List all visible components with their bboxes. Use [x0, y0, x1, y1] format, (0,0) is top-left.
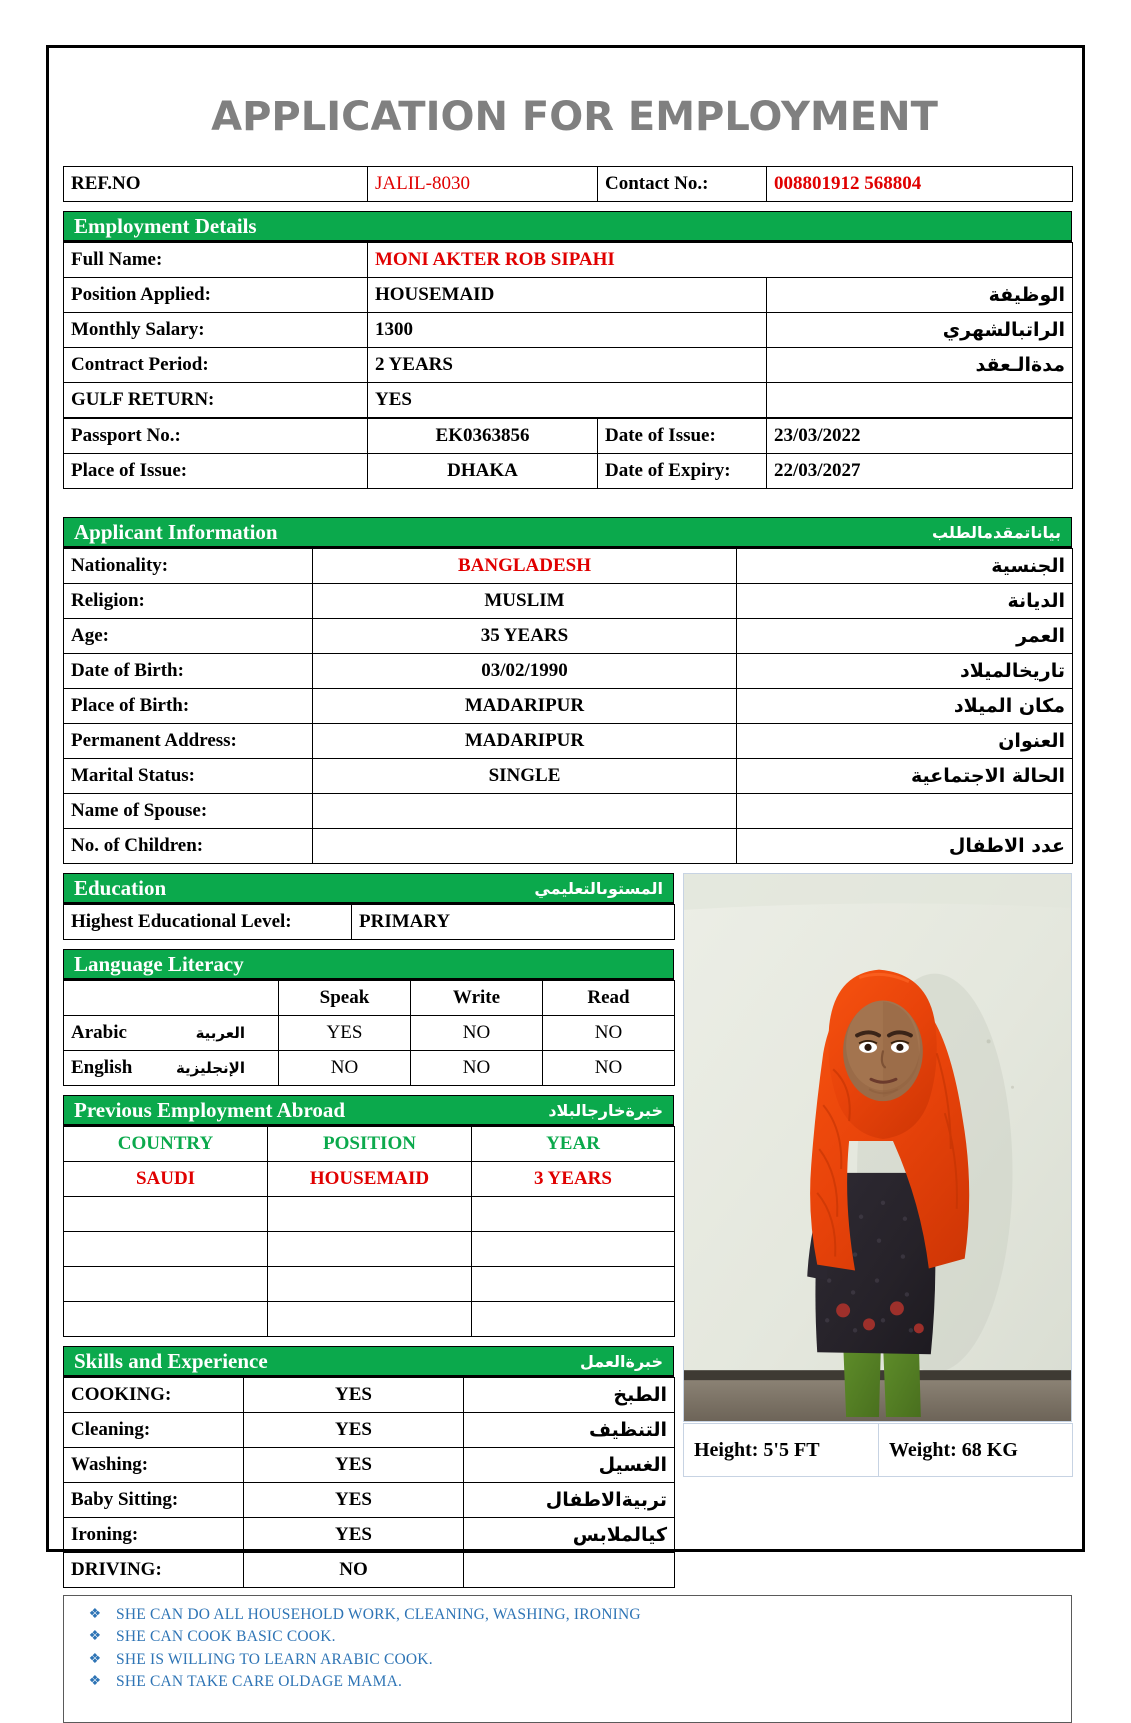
- contact-no-value: 008801912 568804: [767, 167, 1073, 202]
- place-of-issue-value: DHAKA: [368, 454, 598, 489]
- table-row: [64, 1483, 675, 1518]
- table-row: [64, 1302, 675, 1337]
- table-row: [64, 167, 1073, 202]
- diamond-bullet-icon: ❖: [88, 1674, 102, 1690]
- no-of-children-label-ar: عدد الاطفال: [737, 829, 1073, 864]
- table-row: [64, 348, 1073, 383]
- table-row: [64, 794, 1073, 829]
- table-row: [64, 759, 1073, 794]
- date-of-birth-label: Date of Birth:: [64, 654, 313, 689]
- table-row: [64, 1378, 675, 1413]
- employment-details-table: [63, 242, 1073, 418]
- language-arabic-name: Arabic: [71, 1021, 127, 1043]
- skill-cooking-label-ar: الطبخ: [464, 1378, 675, 1413]
- language-column-header: [64, 981, 279, 1016]
- table-row: [64, 619, 1073, 654]
- skill-washing-label: Washing:: [64, 1448, 244, 1483]
- passport-no-label: Passport No.:: [64, 419, 368, 454]
- ref-no-label: REF.NO: [64, 167, 368, 202]
- english-write-value: NO: [411, 1051, 543, 1086]
- passport-table: [63, 418, 1073, 489]
- prev-employment-year: [472, 1302, 675, 1337]
- prev-employment-year: [472, 1267, 675, 1302]
- measurements-table: [683, 1423, 1073, 1477]
- place-of-issue-label: Place of Issue:: [64, 454, 368, 489]
- religion-value: MUSLIM: [313, 584, 737, 619]
- prev-employment-country: [64, 1267, 268, 1302]
- skill-baby-sitting-label-ar: تربيةالاطفال: [464, 1483, 675, 1518]
- name-of-spouse-value: [313, 794, 737, 829]
- prev-employment-year: [472, 1232, 675, 1267]
- permanent-address-label-ar: العنوان: [737, 724, 1073, 759]
- note-text: SHE CAN DO ALL HOUSEHOLD WORK, CLEANING, WASHING, IRONING: [116, 1606, 641, 1623]
- table-row: [64, 689, 1073, 724]
- table-row: [64, 1267, 675, 1302]
- read-column-header: Read: [543, 981, 675, 1016]
- full-name-value: MONI AKTER ROB SIPAHI: [368, 243, 1073, 278]
- position-applied-value: HOUSEMAID: [368, 278, 767, 313]
- prev-employment-position: HOUSEMAID: [268, 1162, 472, 1197]
- skill-cleaning-label: Cleaning:: [64, 1413, 244, 1448]
- date-of-issue-label: Date of Issue:: [598, 419, 767, 454]
- applicant-photo: [683, 873, 1072, 1422]
- ref-no-value: JALIL-8030: [368, 167, 598, 202]
- skill-baby-sitting-label: Baby Sitting:: [64, 1483, 244, 1518]
- prev-employment-country: SAUDI: [64, 1162, 268, 1197]
- monthly-salary-label-ar: الراتبالشهري: [767, 313, 1073, 348]
- note-item: [74, 1649, 1061, 1671]
- skills-experience-table: [63, 1377, 675, 1588]
- note-item: [74, 1604, 1061, 1626]
- prev-employment-year: 3 YEARS: [472, 1162, 675, 1197]
- place-of-birth-value: MADARIPUR: [313, 689, 737, 724]
- marital-status-label-ar: الحالة الاجتماعية: [737, 759, 1073, 794]
- name-of-spouse-label: Name of Spouse:: [64, 794, 313, 829]
- nationality-value: BANGLADESH: [313, 549, 737, 584]
- lower-area: [63, 873, 1072, 1588]
- page-title: APPLICATION FOR EMPLOYMENT: [211, 94, 938, 140]
- skill-washing-value: YES: [244, 1448, 464, 1483]
- write-column-header: Write: [411, 981, 543, 1016]
- date-of-expiry-value: 22/03/2027: [767, 454, 1073, 489]
- note-text: SHE CAN TAKE CARE OLDAGE MAMA.: [116, 1673, 403, 1691]
- passport-no-value: EK0363856: [368, 419, 598, 454]
- contract-period-label: Contract Period:: [64, 348, 368, 383]
- english-read-value: NO: [543, 1051, 675, 1086]
- permanent-address-value: MADARIPUR: [313, 724, 737, 759]
- religion-label: Religion:: [64, 584, 313, 619]
- page-content: [63, 58, 1072, 1723]
- nationality-label-ar: الجنسية: [737, 549, 1073, 584]
- no-of-children-value: [313, 829, 737, 864]
- education-header: [63, 873, 674, 904]
- table-row: [64, 1197, 675, 1232]
- notes-box: [63, 1595, 1072, 1723]
- previous-employment-header: [63, 1095, 674, 1126]
- age-label: Age:: [64, 619, 313, 654]
- age-value: 35 YEARS: [313, 619, 737, 654]
- previous-employment-title-ar: خبرةخارجالبلاد: [548, 1100, 663, 1120]
- employment-details-section: [63, 211, 1072, 489]
- gulf-return-label-ar: [767, 383, 1073, 418]
- table-row: [64, 1162, 675, 1197]
- diamond-bullet-icon: ❖: [88, 1629, 102, 1645]
- place-of-birth-label: Place of Birth:: [64, 689, 313, 724]
- note-item: [74, 1671, 1061, 1693]
- applicant-information-header: [63, 517, 1072, 548]
- previous-employment-title: Previous Employment Abroad: [74, 1097, 346, 1122]
- skill-cleaning-value: YES: [244, 1413, 464, 1448]
- table-row: [64, 383, 1073, 418]
- skill-baby-sitting-value: YES: [244, 1483, 464, 1518]
- language-arabic-cell: [64, 1016, 279, 1051]
- skill-cooking-label: COOKING:: [64, 1378, 244, 1413]
- table-row: [64, 454, 1073, 489]
- skills-experience-title-ar: خبرةالعمل: [580, 1351, 663, 1371]
- employment-details-title: Employment Details: [74, 213, 257, 238]
- prev-employment-position: [268, 1232, 472, 1267]
- english-speak-value: NO: [279, 1051, 411, 1086]
- religion-label-ar: الديانة: [737, 584, 1073, 619]
- date-of-issue-value: 23/03/2022: [767, 419, 1073, 454]
- skill-cooking-value: YES: [244, 1378, 464, 1413]
- gulf-return-value: YES: [368, 383, 767, 418]
- table-row: [64, 278, 1073, 313]
- previous-employment-table: [63, 1126, 675, 1337]
- applicant-information-table: [63, 548, 1073, 864]
- diamond-bullet-icon: ❖: [88, 1651, 102, 1667]
- table-row: [64, 549, 1073, 584]
- highest-education-value: PRIMARY: [352, 905, 675, 940]
- language-literacy-header: [63, 949, 674, 980]
- full-name-label: Full Name:: [64, 243, 368, 278]
- note-text: SHE CAN COOK BASIC COOK.: [116, 1628, 336, 1646]
- country-column-header: COUNTRY: [64, 1127, 268, 1162]
- skill-driving-value: NO: [244, 1553, 464, 1588]
- employment-details-header: [63, 211, 1072, 242]
- marital-status-value: SINGLE: [313, 759, 737, 794]
- contact-no-label: Contact No.:: [598, 167, 767, 202]
- table-row: [64, 1051, 675, 1086]
- table-row: [64, 1016, 675, 1051]
- marital-status-label: Marital Status:: [64, 759, 313, 794]
- ref-table: [63, 166, 1073, 202]
- place-of-birth-label-ar: مكان الميلاد: [737, 689, 1073, 724]
- lower-right-column: [683, 873, 1072, 1477]
- document-page: [46, 45, 1085, 1691]
- table-row: [64, 419, 1073, 454]
- position-column-header: POSITION: [268, 1127, 472, 1162]
- skills-experience-title: Skills and Experience: [74, 1348, 268, 1373]
- table-row: [64, 1448, 675, 1483]
- applicant-information-section: [63, 517, 1072, 864]
- applicant-information-title-ar: بياناتمقدمالطلب: [931, 522, 1061, 542]
- applicant-photo-graphic: [684, 874, 1071, 1421]
- table-row: [64, 724, 1073, 759]
- skills-experience-header: [63, 1346, 674, 1377]
- prev-employment-country: [64, 1232, 268, 1267]
- table-row: [64, 1553, 675, 1588]
- year-column-header: YEAR: [472, 1127, 675, 1162]
- name-of-spouse-label-ar: [737, 794, 1073, 829]
- table-row: [64, 1232, 675, 1267]
- prev-employment-country: [64, 1302, 268, 1337]
- diamond-bullet-icon: ❖: [88, 1607, 102, 1622]
- table-row: [64, 584, 1073, 619]
- contract-period-value: 2 YEARS: [368, 348, 767, 383]
- gulf-return-label: GULF RETURN:: [64, 383, 368, 418]
- skill-ironing-value: YES: [244, 1518, 464, 1553]
- monthly-salary-label: Monthly Salary:: [64, 313, 368, 348]
- monthly-salary-value: 1300: [368, 313, 767, 348]
- prev-employment-position: [268, 1267, 472, 1302]
- speak-column-header: Speak: [279, 981, 411, 1016]
- contract-period-label-ar: مدةالـعقد: [767, 348, 1073, 383]
- prev-employment-country: [64, 1197, 268, 1232]
- table-row: [64, 1127, 675, 1162]
- age-label-ar: العمر: [737, 619, 1073, 654]
- table-row: [64, 981, 675, 1016]
- note-item: [74, 1626, 1061, 1648]
- arabic-speak-value: YES: [279, 1016, 411, 1051]
- permanent-address-label: Permanent Address:: [64, 724, 313, 759]
- table-row: [64, 654, 1073, 689]
- table-row: [64, 1413, 675, 1448]
- weight-value: Weight: 68 KG: [879, 1424, 1073, 1477]
- prev-employment-position: [268, 1302, 472, 1337]
- table-row: [684, 1424, 1073, 1477]
- table-row: [64, 1518, 675, 1553]
- language-english-name: English: [71, 1056, 133, 1078]
- education-title: Education: [74, 875, 167, 900]
- date-of-birth-value: 03/02/1990: [313, 654, 737, 689]
- skill-driving-label: DRIVING:: [64, 1553, 244, 1588]
- language-literacy-title: Language Literacy: [74, 951, 244, 976]
- note-text: SHE IS WILLING TO LEARN ARABIC COOK.: [116, 1650, 433, 1668]
- language-literacy-table: [63, 980, 675, 1086]
- arabic-read-value: NO: [543, 1016, 675, 1051]
- skill-ironing-label: Ironing:: [64, 1518, 244, 1553]
- date-of-expiry-label: Date of Expiry:: [598, 454, 767, 489]
- education-title-ar: المستوىالتعليمي: [534, 878, 663, 898]
- skill-cleaning-label-ar: التنظيف: [464, 1413, 675, 1448]
- language-english-cell: [64, 1051, 279, 1086]
- height-value: Height: 5'5 FT: [684, 1424, 879, 1477]
- position-applied-label: Position Applied:: [64, 278, 368, 313]
- language-arabic-name-ar: العربية: [195, 1023, 245, 1042]
- table-row: [64, 905, 675, 940]
- nationality-label: Nationality:: [64, 549, 313, 584]
- language-english-name-ar: الإنجليزية: [175, 1058, 245, 1077]
- position-applied-label-ar: الوظيفة: [767, 278, 1073, 313]
- no-of-children-label: No. of Children:: [64, 829, 313, 864]
- prev-employment-year: [472, 1197, 675, 1232]
- lower-left-column: [63, 873, 674, 1588]
- skill-driving-label-ar: [464, 1553, 675, 1588]
- arabic-write-value: NO: [411, 1016, 543, 1051]
- applicant-information-title: Applicant Information: [74, 519, 278, 544]
- table-row: [64, 313, 1073, 348]
- skill-washing-label-ar: الغسيل: [464, 1448, 675, 1483]
- skill-ironing-label-ar: كيالملابس: [464, 1518, 675, 1553]
- education-table: [63, 904, 675, 940]
- highest-education-label: Highest Educational Level:: [64, 905, 352, 940]
- table-row: [64, 243, 1073, 278]
- prev-employment-position: [268, 1197, 472, 1232]
- date-of-birth-label-ar: تاريخالميلاد: [737, 654, 1073, 689]
- table-row: [64, 829, 1073, 864]
